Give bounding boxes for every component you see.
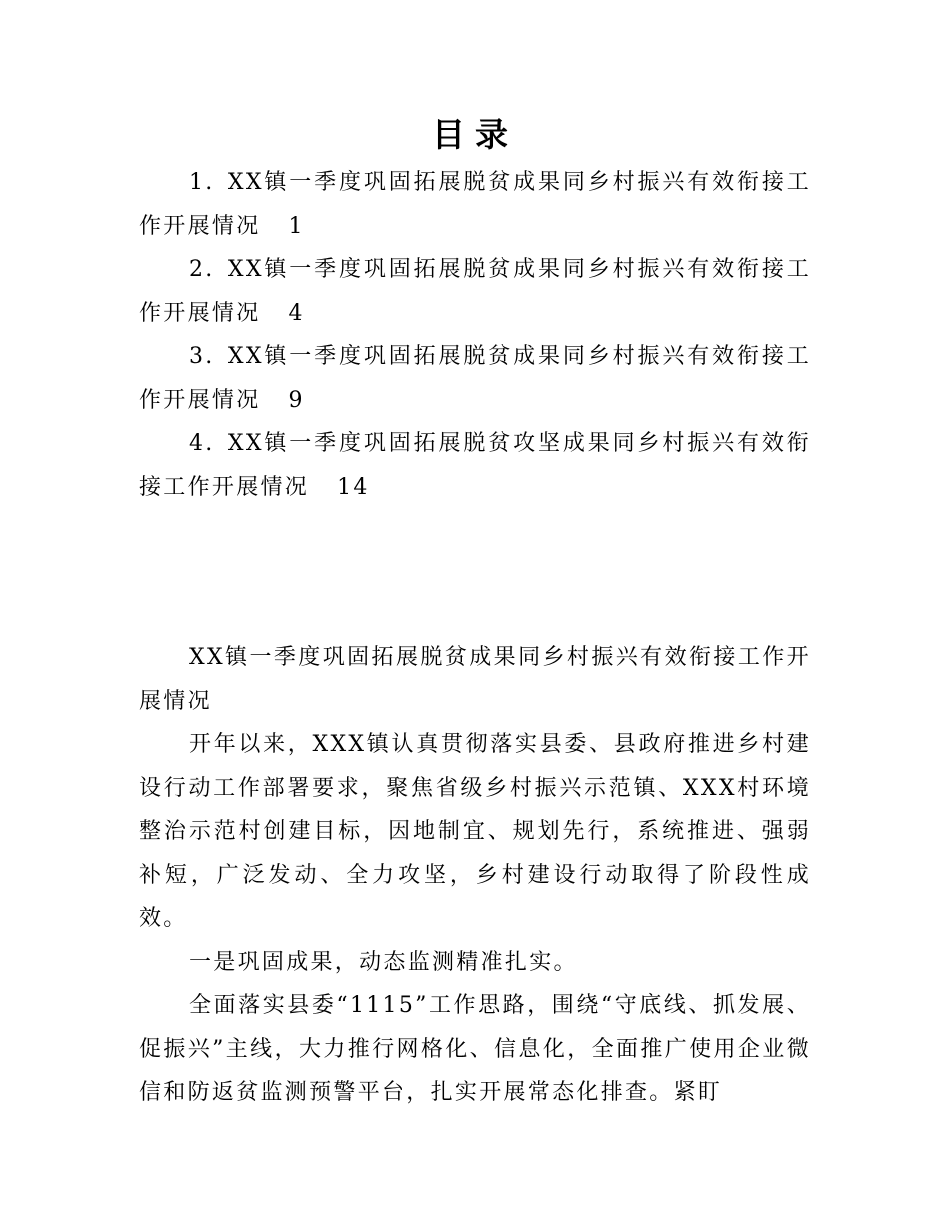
toc-entry-page: 14 — [337, 474, 370, 500]
toc-entry-number: 4. — [189, 431, 215, 456]
toc-entry-page: 4 — [288, 300, 305, 326]
toc-title: 目录 — [432, 115, 518, 154]
article-paragraph: 一是巩固成果，动态监测精准扎实。 — [189, 949, 578, 975]
toc-entry-text: XX镇一季度巩固拓展脱贫成果同乡村振兴有效衔接工作开展情况 — [139, 257, 811, 326]
article-paragraph: 全面落实县委“1115”工作思路，围绕“守底线、抓发展、促振兴”主线，大力推行网格化、信息化，全面推广使用企业微信和防返贫监测预警平台，扎实开展常态化排查。紧盯 — [139, 993, 811, 1105]
toc-entry-1[interactable] — [139, 161, 811, 248]
table-of-contents — [139, 161, 811, 509]
toc-entry-page: 1 — [288, 213, 305, 239]
toc-entry-2[interactable] — [139, 248, 811, 335]
toc-entry-page: 9 — [288, 387, 305, 413]
article-paragraph: 开年以来，XXX镇认真贯彻落实县委、县政府推进乡村建设行动工作部署要求，聚焦省级乡村振兴示范镇、XXX村环境整治示范村创建目标，因地制宜、规划先行，系统推进、强弱补短，广泛发动、全力攻坚，乡村建设行动取得了阶段性成效。 — [139, 732, 811, 931]
toc-entry-4[interactable] — [139, 422, 811, 509]
toc-entry-text: XX镇一季度巩固拓展脱贫成果同乡村振兴有效衔接工作开展情况 — [139, 344, 811, 413]
article-heading: XX镇一季度巩固拓展脱贫成果同乡村振兴有效衔接工作开展情况 — [139, 645, 811, 714]
toc-entry-text: XX镇一季度巩固拓展脱贫攻坚成果同乡村振兴有效衔接工作开展情况 — [139, 431, 811, 500]
article-body — [139, 636, 811, 1115]
toc-entry-text: XX镇一季度巩固拓展脱贫成果同乡村振兴有效衔接工作开展情况 — [139, 170, 811, 239]
toc-entry-3[interactable] — [139, 335, 811, 422]
toc-entry-number: 3. — [189, 344, 215, 369]
toc-entry-number: 2. — [189, 257, 215, 282]
toc-entry-number: 1. — [189, 170, 215, 195]
